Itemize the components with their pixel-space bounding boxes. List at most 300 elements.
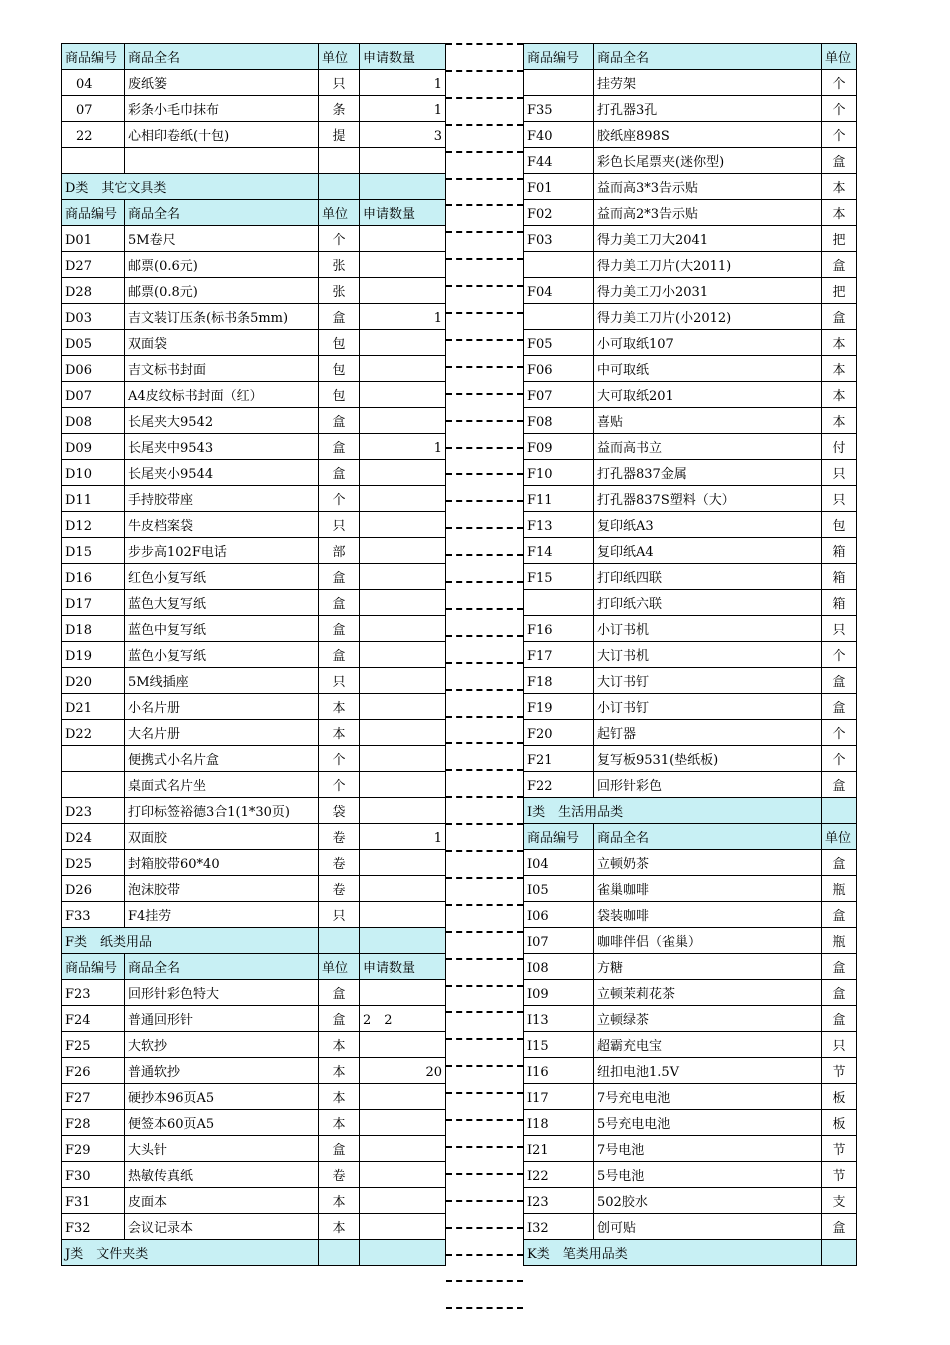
item-unit: 瓶 <box>822 876 857 902</box>
item-code: D19 <box>62 642 125 668</box>
item-code: F25 <box>62 1032 125 1058</box>
item-unit: 包 <box>822 512 857 538</box>
header-name: 商品全名 <box>125 200 319 226</box>
table-row <box>62 720 446 746</box>
item-quantity <box>360 226 446 252</box>
item-code: D23 <box>62 798 125 824</box>
unit-cell <box>319 928 360 954</box>
item-code: D15 <box>62 538 125 564</box>
table-row <box>62 1136 446 1162</box>
table-row <box>62 1162 446 1188</box>
item-name: 蓝色小复写纸 <box>125 642 319 668</box>
item-code: F28 <box>62 1110 125 1136</box>
item-code: I22 <box>524 1162 594 1188</box>
item-name: 7号电池 <box>594 1136 822 1162</box>
table-row <box>524 382 857 408</box>
item-name: 起钉器 <box>594 720 822 746</box>
cut-mark <box>446 1280 523 1282</box>
item-quantity <box>360 252 446 278</box>
item-name: 回形针彩色特大 <box>125 980 319 1006</box>
item-name: 大订书钉 <box>594 668 822 694</box>
table-row <box>62 850 446 876</box>
cut-mark <box>446 1307 523 1309</box>
item-code: F30 <box>62 1162 125 1188</box>
item-name: 纽扣电池1.5V <box>594 1058 822 1084</box>
category-row <box>62 1240 446 1266</box>
cut-mark <box>446 204 523 206</box>
table-row <box>524 304 857 330</box>
header-unit: 单位 <box>822 824 857 850</box>
item-quantity: 20 <box>360 1058 446 1084</box>
item-unit: 只 <box>319 902 360 928</box>
item-code: I05 <box>524 876 594 902</box>
item-code: F13 <box>524 512 594 538</box>
item-unit: 节 <box>822 1058 857 1084</box>
item-unit: 把 <box>822 278 857 304</box>
table-row <box>62 460 446 486</box>
item-name: 小订书钉 <box>594 694 822 720</box>
table-row <box>524 668 857 694</box>
item-name: 便签本60页A5 <box>125 1110 319 1136</box>
table-row <box>524 512 857 538</box>
cut-mark <box>446 608 523 610</box>
table-row <box>524 1214 857 1240</box>
item-unit: 盒 <box>319 460 360 486</box>
item-code: I17 <box>524 1084 594 1110</box>
header-name: 商品全名 <box>125 954 319 980</box>
item-code: F03 <box>524 226 594 252</box>
category-label: K类 笔类用品类 <box>524 1240 822 1266</box>
item-quantity <box>360 902 446 928</box>
item-code: I32 <box>524 1214 594 1240</box>
cut-mark <box>446 1092 523 1094</box>
table-row <box>524 252 857 278</box>
item-name: 大订书机 <box>594 642 822 668</box>
item-unit: 个 <box>319 486 360 512</box>
item-quantity: 2 2 <box>360 1006 446 1032</box>
item-name: 便携式小名片盒 <box>125 746 319 772</box>
cut-mark <box>446 1011 523 1013</box>
item-name: 打孔器3孔 <box>594 96 822 122</box>
cut-mark <box>446 823 523 825</box>
quantity-cell <box>360 174 446 200</box>
item-unit: 付 <box>822 434 857 460</box>
item-unit: 包 <box>319 330 360 356</box>
item-name: 益而高3*3告示贴 <box>594 174 822 200</box>
cut-mark <box>446 769 523 771</box>
item-name: 小名片册 <box>125 694 319 720</box>
item-code: F08 <box>524 408 594 434</box>
item-unit: 个 <box>319 226 360 252</box>
item-code: F40 <box>524 122 594 148</box>
cut-mark <box>446 231 523 233</box>
table-row <box>524 954 857 980</box>
table-row <box>524 642 857 668</box>
item-name: 大可取纸201 <box>594 382 822 408</box>
cut-mark <box>446 527 523 529</box>
table-row <box>62 616 446 642</box>
item-quantity <box>360 460 446 486</box>
item-unit: 本 <box>822 408 857 434</box>
item-name: 中可取纸 <box>594 356 822 382</box>
item-name: 7号充电电池 <box>594 1084 822 1110</box>
item-name: 超霸充电宝 <box>594 1032 822 1058</box>
item-code: F16 <box>524 616 594 642</box>
cut-mark <box>446 473 523 475</box>
header-code: 商品编号 <box>524 824 594 850</box>
item-code: F27 <box>62 1084 125 1110</box>
cut-mark <box>446 716 523 718</box>
item-code: D18 <box>62 616 125 642</box>
item-quantity <box>360 668 446 694</box>
item-code: 07 <box>62 96 125 122</box>
item-quantity <box>360 1084 446 1110</box>
cut-mark <box>446 1227 523 1229</box>
table-row <box>62 772 446 798</box>
item-unit: 只 <box>319 512 360 538</box>
cut-mark <box>446 70 523 72</box>
unit-cell <box>319 174 360 200</box>
table-row <box>524 980 857 1006</box>
table-row <box>62 980 446 1006</box>
category-row <box>62 928 446 954</box>
item-name: 桌面式名片坐 <box>125 772 319 798</box>
item-quantity <box>360 1162 446 1188</box>
item-unit: 板 <box>822 1084 857 1110</box>
item-unit: 本 <box>822 174 857 200</box>
item-name: 废纸篓 <box>125 70 319 96</box>
item-name: 手持胶带座 <box>125 486 319 512</box>
item-name: 复印纸A4 <box>594 538 822 564</box>
item-quantity <box>360 746 446 772</box>
item-unit: 盒 <box>822 148 857 174</box>
item-name: 打印纸四联 <box>594 564 822 590</box>
table-row <box>524 278 857 304</box>
item-name: 袋装咖啡 <box>594 902 822 928</box>
item-name: 5M线插座 <box>125 668 319 694</box>
item-name: 硬抄本96页A5 <box>125 1084 319 1110</box>
table-row <box>524 408 857 434</box>
category-label: I类 生活用品类 <box>524 798 822 824</box>
cut-mark <box>446 931 523 933</box>
table-row <box>62 902 446 928</box>
header-name: 商品全名 <box>594 824 822 850</box>
item-unit: 瓶 <box>822 928 857 954</box>
table-row <box>524 148 857 174</box>
item-name: 长尾夹小9544 <box>125 460 319 486</box>
cut-mark <box>446 796 523 798</box>
table-row <box>62 694 446 720</box>
item-name: 打印标签裕德3合1(1*30页) <box>125 798 319 824</box>
cut-mark <box>446 742 523 744</box>
item-name: F4挂劳 <box>125 902 319 928</box>
table-row <box>62 330 446 356</box>
table-row <box>524 486 857 512</box>
item-unit: 个 <box>822 720 857 746</box>
table-row <box>62 226 446 252</box>
item-quantity <box>360 148 446 174</box>
item-unit: 只 <box>822 460 857 486</box>
item-unit: 个 <box>822 96 857 122</box>
table-row <box>62 1110 446 1136</box>
cut-mark <box>446 285 523 287</box>
item-unit: 只 <box>822 486 857 512</box>
item-name: 得力美工刀大2041 <box>594 226 822 252</box>
unit-cell <box>822 798 857 824</box>
category-row <box>524 798 857 824</box>
cut-line-divider <box>446 43 523 1308</box>
table-row <box>62 70 446 96</box>
table-row <box>524 590 857 616</box>
item-code <box>524 252 594 278</box>
header-row <box>62 44 446 70</box>
item-code <box>62 746 125 772</box>
cut-mark <box>446 420 523 422</box>
item-unit: 袋 <box>319 798 360 824</box>
item-code: F14 <box>524 538 594 564</box>
item-unit: 节 <box>822 1136 857 1162</box>
item-code: D24 <box>62 824 125 850</box>
cut-mark <box>446 339 523 341</box>
table-row <box>524 70 857 96</box>
item-code: F01 <box>524 174 594 200</box>
item-code: I07 <box>524 928 594 954</box>
item-code: F10 <box>524 460 594 486</box>
item-quantity <box>360 512 446 538</box>
item-quantity <box>360 408 446 434</box>
table-row <box>524 174 857 200</box>
item-unit: 盒 <box>822 850 857 876</box>
item-unit: 盒 <box>822 772 857 798</box>
item-name: 皮面本 <box>125 1188 319 1214</box>
item-unit: 本 <box>822 356 857 382</box>
item-quantity: 1 <box>360 70 446 96</box>
header-unit: 单位 <box>319 44 360 70</box>
item-name: 立顿奶茶 <box>594 850 822 876</box>
item-name: 大软抄 <box>125 1032 319 1058</box>
item-name: 吉文装订压条(标书条5mm) <box>125 304 319 330</box>
table-row <box>62 1084 446 1110</box>
cut-mark <box>446 366 523 368</box>
item-name: 咖啡伴侣（雀巢） <box>594 928 822 954</box>
item-code: D17 <box>62 590 125 616</box>
table-row <box>524 330 857 356</box>
cut-mark <box>446 447 523 449</box>
header-code: 商品编号 <box>62 44 125 70</box>
table-row <box>524 616 857 642</box>
item-unit: 卷 <box>319 876 360 902</box>
item-code: D10 <box>62 460 125 486</box>
item-quantity <box>360 980 446 1006</box>
table-row <box>62 382 446 408</box>
item-quantity <box>360 382 446 408</box>
item-unit: 节 <box>822 1162 857 1188</box>
quantity-cell <box>360 1240 446 1266</box>
item-code: F07 <box>524 382 594 408</box>
item-name: 会议记录本 <box>125 1214 319 1240</box>
item-name: 立顿绿茶 <box>594 1006 822 1032</box>
table-row <box>62 252 446 278</box>
item-unit: 盒 <box>822 954 857 980</box>
item-name: 泡沫胶带 <box>125 876 319 902</box>
item-name: 牛皮档案袋 <box>125 512 319 538</box>
cut-mark <box>446 662 523 664</box>
item-quantity: 1 <box>360 96 446 122</box>
item-quantity <box>360 876 446 902</box>
item-unit: 个 <box>319 772 360 798</box>
item-unit: 卷 <box>319 850 360 876</box>
cut-mark <box>446 1119 523 1121</box>
table-row <box>524 1136 857 1162</box>
table-row <box>524 434 857 460</box>
item-code <box>62 772 125 798</box>
item-unit: 张 <box>319 252 360 278</box>
item-code: F22 <box>524 772 594 798</box>
table-row <box>62 96 446 122</box>
item-code: D07 <box>62 382 125 408</box>
item-quantity <box>360 1188 446 1214</box>
item-code <box>524 590 594 616</box>
item-code: D11 <box>62 486 125 512</box>
item-code <box>524 70 594 96</box>
cut-mark <box>446 1200 523 1202</box>
item-code: D16 <box>62 564 125 590</box>
item-unit: 箱 <box>822 590 857 616</box>
item-unit: 盒 <box>319 980 360 1006</box>
item-code: F35 <box>524 96 594 122</box>
item-code: 04 <box>62 70 125 96</box>
table-row <box>62 486 446 512</box>
item-quantity: 1 <box>360 824 446 850</box>
item-code: D05 <box>62 330 125 356</box>
table-row <box>524 1188 857 1214</box>
item-unit: 盒 <box>319 304 360 330</box>
item-code: F11 <box>524 486 594 512</box>
table-row <box>62 668 446 694</box>
category-row <box>62 174 446 200</box>
item-name: 长尾夹中9543 <box>125 434 319 460</box>
header-unit: 单位 <box>319 200 360 226</box>
item-code: F05 <box>524 330 594 356</box>
table-row <box>62 1032 446 1058</box>
table-row <box>62 434 446 460</box>
table-row <box>62 122 446 148</box>
category-label: F类 纸类用品 <box>62 928 319 954</box>
item-code: F20 <box>524 720 594 746</box>
header-row <box>62 954 446 980</box>
item-code: D25 <box>62 850 125 876</box>
header-name: 商品全名 <box>125 44 319 70</box>
header-row <box>62 200 446 226</box>
table-row <box>62 746 446 772</box>
table-row <box>524 96 857 122</box>
cut-mark <box>446 985 523 987</box>
item-name: 打印纸六联 <box>594 590 822 616</box>
item-name: 得力美工刀小2031 <box>594 278 822 304</box>
cut-mark <box>446 312 523 314</box>
header-row <box>524 824 857 850</box>
item-name: 502胶水 <box>594 1188 822 1214</box>
item-quantity <box>360 278 446 304</box>
item-name: 5号充电电池 <box>594 1110 822 1136</box>
item-unit: 盒 <box>319 434 360 460</box>
item-quantity <box>360 850 446 876</box>
item-unit: 盒 <box>319 642 360 668</box>
category-label: D类 其它文具类 <box>62 174 319 200</box>
item-code: I13 <box>524 1006 594 1032</box>
item-code <box>62 148 125 174</box>
item-unit: 只 <box>319 668 360 694</box>
item-code: D26 <box>62 876 125 902</box>
item-name: 普通软抄 <box>125 1058 319 1084</box>
item-code: D01 <box>62 226 125 252</box>
item-code: F24 <box>62 1006 125 1032</box>
item-code: F06 <box>524 356 594 382</box>
item-code: F31 <box>62 1188 125 1214</box>
item-name: 双面袋 <box>125 330 319 356</box>
item-code: F18 <box>524 668 594 694</box>
item-unit: 个 <box>319 746 360 772</box>
table-row <box>524 1032 857 1058</box>
header-name: 商品全名 <box>594 44 822 70</box>
cut-mark <box>446 1173 523 1175</box>
item-name: 得力美工刀片(大2011) <box>594 252 822 278</box>
item-code: D27 <box>62 252 125 278</box>
item-unit: 盒 <box>319 408 360 434</box>
cut-mark <box>446 151 523 153</box>
header-unit: 单位 <box>319 954 360 980</box>
table-row <box>524 928 857 954</box>
item-name: 打孔器837S塑料（大） <box>594 486 822 512</box>
item-unit: 个 <box>822 122 857 148</box>
cut-mark <box>446 43 523 45</box>
item-quantity <box>360 772 446 798</box>
left-order-table <box>61 43 446 1266</box>
item-code: D12 <box>62 512 125 538</box>
item-code: I08 <box>524 954 594 980</box>
item-name: 5M卷尺 <box>125 226 319 252</box>
item-code <box>524 304 594 330</box>
item-name: 得力美工刀片(小2012) <box>594 304 822 330</box>
item-name: 邮票(0.6元) <box>125 252 319 278</box>
item-code: F26 <box>62 1058 125 1084</box>
item-code: D09 <box>62 434 125 460</box>
table-row <box>62 876 446 902</box>
item-name: 邮票(0.8元) <box>125 278 319 304</box>
item-unit: 本 <box>319 720 360 746</box>
item-code: F33 <box>62 902 125 928</box>
item-code: 22 <box>62 122 125 148</box>
item-code: D21 <box>62 694 125 720</box>
item-code: F21 <box>524 746 594 772</box>
item-unit: 盒 <box>822 980 857 1006</box>
item-name: 步步高102F电话 <box>125 538 319 564</box>
table-row <box>62 1006 446 1032</box>
table-row <box>62 408 446 434</box>
cut-mark <box>446 689 523 691</box>
item-name: 小可取纸107 <box>594 330 822 356</box>
item-unit: 本 <box>319 694 360 720</box>
item-unit: 个 <box>822 746 857 772</box>
header-quantity: 申请数量 <box>360 954 446 980</box>
item-unit: 提 <box>319 122 360 148</box>
item-unit: 盒 <box>822 252 857 278</box>
item-code: D22 <box>62 720 125 746</box>
table-row <box>524 1006 857 1032</box>
item-code: I16 <box>524 1058 594 1084</box>
item-quantity <box>360 1214 446 1240</box>
item-code: F23 <box>62 980 125 1006</box>
